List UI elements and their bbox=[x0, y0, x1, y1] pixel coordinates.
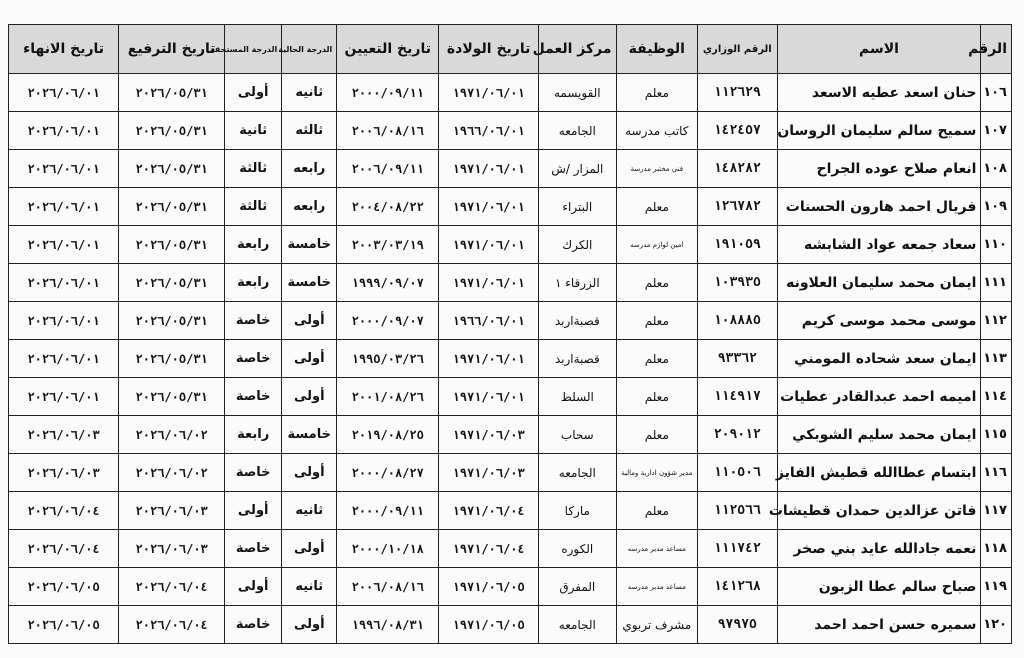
cell-work-center: الجامعه bbox=[539, 606, 616, 644]
cell-job: معلم bbox=[616, 492, 698, 530]
cell-ministry-no: ١٠٣٩٣٥ bbox=[698, 264, 778, 302]
cell-birth-date: ١٩٧١/٠٦/٠١ bbox=[439, 188, 539, 226]
cell-job: امين لوازم مدرسه bbox=[616, 226, 698, 264]
cell-current-grade: أولى bbox=[282, 302, 337, 340]
table-row bbox=[9, 340, 1012, 378]
cell-current-grade: ثانيه bbox=[282, 568, 337, 606]
cell-work-center: الزرقاء ١ bbox=[539, 264, 616, 302]
cell-name: سميح سالم سليمان الروسان bbox=[777, 112, 981, 150]
cell-deserved-grade: أولى bbox=[225, 492, 282, 530]
cell-seq: ١٠٧ bbox=[981, 112, 1012, 150]
cell-seq: ١١٣ bbox=[981, 340, 1012, 378]
cell-current-grade: أولى bbox=[282, 340, 337, 378]
cell-deserved-grade: رابعة bbox=[225, 226, 282, 264]
cell-current-grade: رابعه bbox=[282, 188, 337, 226]
cell-appointment-date: ٢٠١٩/٠٨/٢٥ bbox=[337, 416, 439, 454]
table-row bbox=[9, 302, 1012, 340]
cell-ministry-no: ١٤٢٤٥٧ bbox=[698, 112, 778, 150]
cell-end-date: ٢٠٢٦/٠٦/٠٥ bbox=[9, 606, 119, 644]
cell-ministry-no: ١١٠٥٠٦ bbox=[698, 454, 778, 492]
cell-end-date: ٢٠٢٦/٠٦/٠١ bbox=[9, 150, 119, 188]
cell-promotion-date: ٢٠٢٦/٠٦/٠٣ bbox=[119, 492, 225, 530]
cell-job: معلم bbox=[616, 264, 698, 302]
cell-deserved-grade: ثالثة bbox=[225, 188, 282, 226]
cell-birth-date: ١٩٦٦/٠٦/٠١ bbox=[439, 112, 539, 150]
cell-promotion-date: ٢٠٢٦/٠٦/٠٤ bbox=[119, 568, 225, 606]
cell-deserved-grade: أولى bbox=[225, 568, 282, 606]
cell-work-center: قصبةاربد bbox=[539, 302, 616, 340]
cell-seq: ١١١ bbox=[981, 264, 1012, 302]
cell-deserved-grade: خاصة bbox=[225, 606, 282, 644]
cell-end-date: ٢٠٢٦/٠٦/٠٤ bbox=[9, 530, 119, 568]
cell-end-date: ٢٠٢٦/٠٦/٠٥ bbox=[9, 568, 119, 606]
cell-name: ابتسام عطاالله قطيش الفايز bbox=[777, 454, 981, 492]
cell-seq: ١١٧ bbox=[981, 492, 1012, 530]
cell-name: صباح سالم عطا الزبون bbox=[777, 568, 981, 606]
cell-promotion-date: ٢٠٢٦/٠٥/٣١ bbox=[119, 74, 225, 112]
cell-name: فاتن عزالدين حمدان قطيشات bbox=[777, 492, 981, 530]
table-row bbox=[9, 378, 1012, 416]
cell-name: ايمان محمد سليم الشوبكي bbox=[777, 416, 981, 454]
cell-work-center: الجامعه bbox=[539, 112, 616, 150]
cell-end-date: ٢٠٢٦/٠٦/٠١ bbox=[9, 302, 119, 340]
cell-deserved-grade: خاصة bbox=[225, 302, 282, 340]
table-row bbox=[9, 606, 1012, 644]
cell-ministry-no: ١١٢٥٦٦ bbox=[698, 492, 778, 530]
cell-current-grade: أولى bbox=[282, 454, 337, 492]
cell-promotion-date: ٢٠٢٦/٠٦/٠٣ bbox=[119, 530, 225, 568]
cell-deserved-grade: ثانية bbox=[225, 112, 282, 150]
cell-name: ايمان محمد سليمان العلاونه bbox=[777, 264, 981, 302]
header-deserved-grade: الدرجة المستحقة bbox=[225, 25, 282, 74]
header-end-date: تاريخ الانهاء bbox=[9, 25, 119, 74]
cell-end-date: ٢٠٢٦/٠٦/٠٤ bbox=[9, 492, 119, 530]
cell-current-grade: رابعه bbox=[282, 150, 337, 188]
header-appointment-date: تاريخ التعيين bbox=[337, 25, 439, 74]
cell-current-grade: خامسة bbox=[282, 264, 337, 302]
cell-promotion-date: ٢٠٢٦/٠٦/٠٤ bbox=[119, 606, 225, 644]
cell-deserved-grade: خاصة bbox=[225, 340, 282, 378]
cell-end-date: ٢٠٢٦/٠٦/٠١ bbox=[9, 112, 119, 150]
cell-work-center: الكوره bbox=[539, 530, 616, 568]
header-job: الوظيفة bbox=[616, 25, 698, 74]
cell-current-grade: ثالثه bbox=[282, 112, 337, 150]
cell-promotion-date: ٢٠٢٦/٠٥/٣١ bbox=[119, 264, 225, 302]
cell-promotion-date: ٢٠٢٦/٠٦/٠٢ bbox=[119, 454, 225, 492]
cell-job: مساعد مدير مدرسه bbox=[616, 568, 698, 606]
cell-name: ايمان سعد شحاده المومني bbox=[777, 340, 981, 378]
cell-ministry-no: ٢٠٩٠١٢ bbox=[698, 416, 778, 454]
cell-birth-date: ١٩٧١/٠٦/٠٣ bbox=[439, 416, 539, 454]
table-row bbox=[9, 112, 1012, 150]
cell-job: فني مختبر مدرسة bbox=[616, 150, 698, 188]
cell-birth-date: ١٩٧١/٠٦/٠٣ bbox=[439, 454, 539, 492]
cell-job: معلم bbox=[616, 74, 698, 112]
header-current-grade: الدرجة الحالية bbox=[282, 25, 337, 74]
cell-birth-date: ١٩٧١/٠٦/٠١ bbox=[439, 226, 539, 264]
cell-current-grade: خامسة bbox=[282, 416, 337, 454]
cell-ministry-no: ١٩١٠٥٩ bbox=[698, 226, 778, 264]
cell-seq: ١٠٨ bbox=[981, 150, 1012, 188]
cell-work-center: المزار /ش bbox=[539, 150, 616, 188]
cell-birth-date: ١٩٦٦/٠٦/٠١ bbox=[439, 302, 539, 340]
employees-table bbox=[8, 24, 1012, 644]
cell-appointment-date: ٢٠٠٣/٠٣/١٩ bbox=[337, 226, 439, 264]
cell-seq: ١١٠ bbox=[981, 226, 1012, 264]
cell-appointment-date: ٢٠٠٦/٠٨/١٦ bbox=[337, 568, 439, 606]
cell-name: حنان اسعد عطيه الاسعد bbox=[777, 74, 981, 112]
cell-appointment-date: ٢٠٠٦/٠٨/١٦ bbox=[337, 112, 439, 150]
cell-name: انعام صلاح عوده الجراح bbox=[777, 150, 981, 188]
cell-seq: ١٢٠ bbox=[981, 606, 1012, 644]
cell-birth-date: ١٩٧١/٠٦/٠١ bbox=[439, 150, 539, 188]
header-seq: الرقم bbox=[981, 25, 1012, 74]
cell-promotion-date: ٢٠٢٦/٠٥/٣١ bbox=[119, 112, 225, 150]
cell-birth-date: ١٩٧١/٠٦/٠١ bbox=[439, 74, 539, 112]
cell-appointment-date: ٢٠٠٤/٠٨/٢٢ bbox=[337, 188, 439, 226]
cell-seq: ١١٢ bbox=[981, 302, 1012, 340]
cell-ministry-no: ١٤١٢٦٨ bbox=[698, 568, 778, 606]
cell-appointment-date: ٢٠٠٠/١٠/١٨ bbox=[337, 530, 439, 568]
cell-seq: ١١٩ bbox=[981, 568, 1012, 606]
cell-promotion-date: ٢٠٢٦/٠٥/٣١ bbox=[119, 188, 225, 226]
cell-promotion-date: ٢٠٢٦/٠٥/٣١ bbox=[119, 378, 225, 416]
cell-work-center: الكرك bbox=[539, 226, 616, 264]
cell-seq: ١١٤ bbox=[981, 378, 1012, 416]
cell-end-date: ٢٠٢٦/٠٦/٠١ bbox=[9, 378, 119, 416]
cell-promotion-date: ٢٠٢٦/٠٥/٣١ bbox=[119, 302, 225, 340]
cell-end-date: ٢٠٢٦/٠٦/٠١ bbox=[9, 340, 119, 378]
cell-appointment-date: ٢٠٠٠/٠٩/١١ bbox=[337, 74, 439, 112]
cell-seq: ١٠٦ bbox=[981, 74, 1012, 112]
cell-ministry-no: ١٢٦٧٨٢ bbox=[698, 188, 778, 226]
cell-birth-date: ١٩٧١/٠٦/٠١ bbox=[439, 340, 539, 378]
cell-birth-date: ١٩٧١/٠٦/٠٤ bbox=[439, 492, 539, 530]
cell-job: معلم bbox=[616, 340, 698, 378]
cell-current-grade: أولى bbox=[282, 378, 337, 416]
cell-end-date: ٢٠٢٦/٠٦/٠١ bbox=[9, 74, 119, 112]
header-row bbox=[9, 25, 1012, 74]
cell-job: معلم bbox=[616, 302, 698, 340]
cell-deserved-grade: ثالثة bbox=[225, 150, 282, 188]
cell-job: معلم bbox=[616, 188, 698, 226]
cell-name: موسى محمد موسى كريم bbox=[777, 302, 981, 340]
cell-promotion-date: ٢٠٢٦/٠٥/٣١ bbox=[119, 340, 225, 378]
cell-end-date: ٢٠٢٦/٠٦/٠١ bbox=[9, 226, 119, 264]
table-row bbox=[9, 188, 1012, 226]
cell-appointment-date: ٢٠٠٠/٠٩/٠٧ bbox=[337, 302, 439, 340]
cell-work-center: القويسمه bbox=[539, 74, 616, 112]
cell-birth-date: ١٩٧١/٠٦/٠١ bbox=[439, 378, 539, 416]
cell-ministry-no: ١٠٨٨٨٥ bbox=[698, 302, 778, 340]
cell-appointment-date: ٢٠٠٦/٠٩/١١ bbox=[337, 150, 439, 188]
cell-birth-date: ١٩٧١/٠٦/٠١ bbox=[439, 264, 539, 302]
cell-appointment-date: ٢٠٠١/٠٨/٢٦ bbox=[337, 378, 439, 416]
cell-promotion-date: ٢٠٢٦/٠٥/٣١ bbox=[119, 150, 225, 188]
cell-seq: ١٠٩ bbox=[981, 188, 1012, 226]
cell-birth-date: ١٩٧١/٠٦/٠٥ bbox=[439, 568, 539, 606]
cell-name: سميره حسن احمد احمد bbox=[777, 606, 981, 644]
cell-seq: ١١٨ bbox=[981, 530, 1012, 568]
header-name: الاسم bbox=[777, 25, 981, 74]
table-row bbox=[9, 568, 1012, 606]
cell-appointment-date: ٢٠٠٠/٠٨/٢٧ bbox=[337, 454, 439, 492]
cell-current-grade: خامسة bbox=[282, 226, 337, 264]
cell-work-center: الجامعه bbox=[539, 454, 616, 492]
cell-end-date: ٢٠٢٦/٠٦/٠١ bbox=[9, 264, 119, 302]
table-row bbox=[9, 492, 1012, 530]
cell-ministry-no: ١٤٨٢٨٢ bbox=[698, 150, 778, 188]
cell-name: سعاد جمعه عواد الشابشه bbox=[777, 226, 981, 264]
table-row bbox=[9, 150, 1012, 188]
cell-work-center: المفرق bbox=[539, 568, 616, 606]
cell-current-grade: أولى bbox=[282, 606, 337, 644]
cell-job: معلم bbox=[616, 378, 698, 416]
cell-work-center: سحاب bbox=[539, 416, 616, 454]
cell-appointment-date: ٢٠٠٠/٠٩/١١ bbox=[337, 492, 439, 530]
header-promotion-date: تاريخ الترفيع bbox=[119, 25, 225, 74]
header-birth-date: تاريخ الولادة bbox=[439, 25, 539, 74]
cell-work-center: ماركا bbox=[539, 492, 616, 530]
cell-current-grade: ثانيه bbox=[282, 74, 337, 112]
cell-work-center: البتراء bbox=[539, 188, 616, 226]
cell-name: نعمه جادالله عايد بني صخر bbox=[777, 530, 981, 568]
cell-deserved-grade: خاصة bbox=[225, 454, 282, 492]
cell-job: كاتب مدرسه bbox=[616, 112, 698, 150]
cell-job: مشرف تربوي bbox=[616, 606, 698, 644]
cell-name: اميمه احمد عبدالقادر عطيات bbox=[777, 378, 981, 416]
cell-job: معلم bbox=[616, 416, 698, 454]
cell-name: فريال احمد هارون الحسنات bbox=[777, 188, 981, 226]
cell-ministry-no: ٩٣٣٦٢ bbox=[698, 340, 778, 378]
cell-deserved-grade: رابعة bbox=[225, 264, 282, 302]
cell-seq: ١١٦ bbox=[981, 454, 1012, 492]
table-row bbox=[9, 74, 1012, 112]
table-row bbox=[9, 454, 1012, 492]
cell-ministry-no: ١١٤٩١٧ bbox=[698, 378, 778, 416]
cell-end-date: ٢٠٢٦/٠٦/٠٣ bbox=[9, 416, 119, 454]
cell-appointment-date: ١٩٩٥/٠٣/٢٦ bbox=[337, 340, 439, 378]
cell-appointment-date: ١٩٩٦/٠٨/٣١ bbox=[337, 606, 439, 644]
cell-birth-date: ١٩٧١/٠٦/٠٤ bbox=[439, 530, 539, 568]
cell-current-grade: أولى bbox=[282, 530, 337, 568]
table-row bbox=[9, 226, 1012, 264]
table-row bbox=[9, 264, 1012, 302]
cell-deserved-grade: رابعة bbox=[225, 416, 282, 454]
cell-ministry-no: ١١١٧٤٢ bbox=[698, 530, 778, 568]
cell-seq: ١١٥ bbox=[981, 416, 1012, 454]
cell-ministry-no: ٩٧٩٧٥ bbox=[698, 606, 778, 644]
cell-promotion-date: ٢٠٢٦/٠٥/٣١ bbox=[119, 226, 225, 264]
header-ministry-no: الرقم الوزاري bbox=[698, 25, 778, 74]
cell-job: مساعد مدير مدرسه bbox=[616, 530, 698, 568]
cell-deserved-grade: خاصة bbox=[225, 530, 282, 568]
table-row bbox=[9, 416, 1012, 454]
cell-work-center: السلط bbox=[539, 378, 616, 416]
cell-end-date: ٢٠٢٦/٠٦/٠١ bbox=[9, 188, 119, 226]
table-row bbox=[9, 530, 1012, 568]
cell-deserved-grade: خاصة bbox=[225, 378, 282, 416]
cell-appointment-date: ١٩٩٩/٠٩/٠٧ bbox=[337, 264, 439, 302]
cell-deserved-grade: أولى bbox=[225, 74, 282, 112]
cell-end-date: ٢٠٢٦/٠٦/٠٣ bbox=[9, 454, 119, 492]
header-work-center: مركز العمل bbox=[539, 25, 616, 74]
cell-birth-date: ١٩٧١/٠٦/٠٥ bbox=[439, 606, 539, 644]
cell-current-grade: ثانيه bbox=[282, 492, 337, 530]
cell-ministry-no: ١١٢٦٢٩ bbox=[698, 74, 778, 112]
cell-promotion-date: ٢٠٢٦/٠٦/٠٢ bbox=[119, 416, 225, 454]
cell-job: مدير شؤون ادارية ومالية bbox=[616, 454, 698, 492]
cell-work-center: قصبةاربد bbox=[539, 340, 616, 378]
